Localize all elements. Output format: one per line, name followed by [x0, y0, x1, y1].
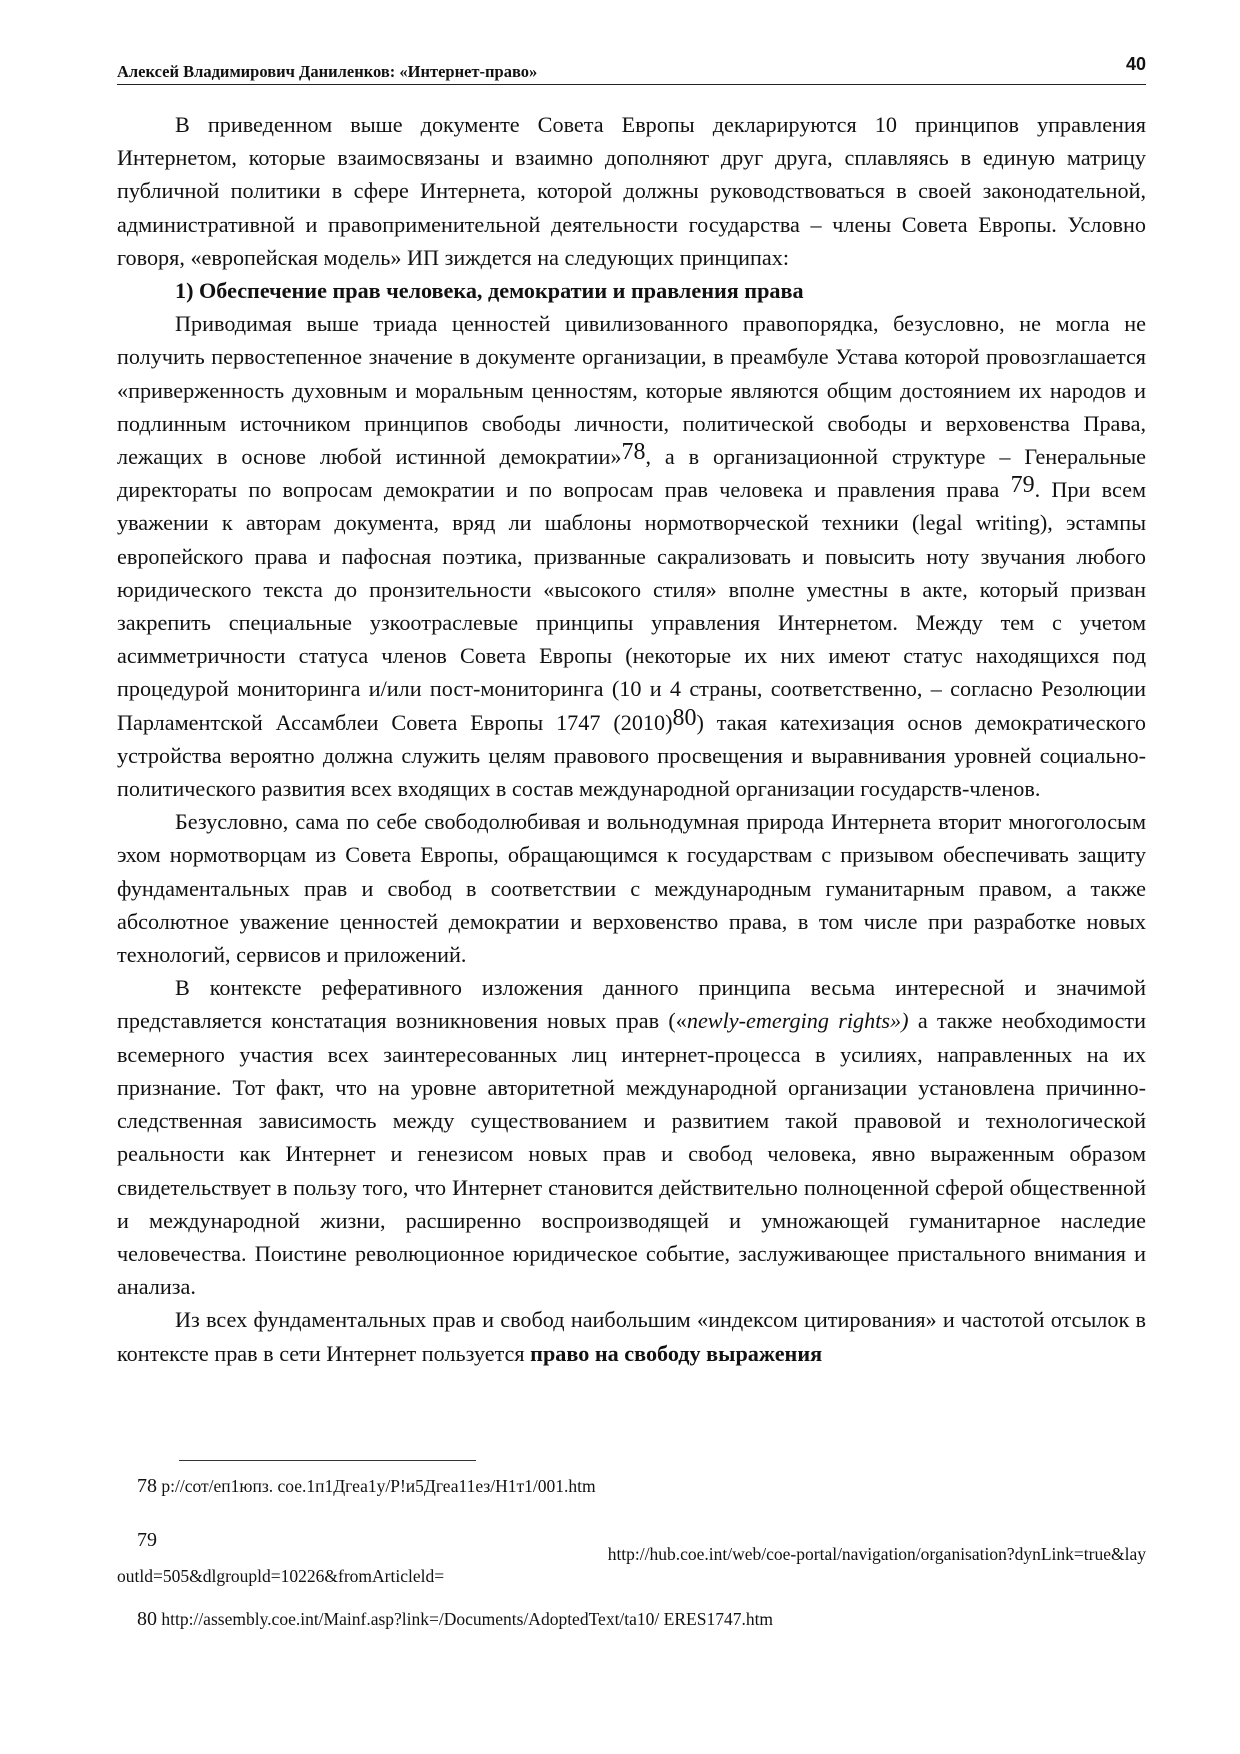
paragraph-4 — [117, 971, 1146, 1303]
footnote-link[interactable]: р://сот/еп1юпз. сое.1п1Дгеа1у/Р!и5Дгеа11ез/Н1т1/001.htm — [161, 1476, 596, 1496]
paragraph-2-text-b: , а в организационной структуре – Генеральные директораты по вопросам демократии и по вопросам прав человека и правления права — [117, 444, 1146, 503]
footnote-mark: 78 — [137, 1475, 157, 1497]
footnote-link-continued[interactable]: outld=505&dlgroupld=10226&fromArticleld= — [117, 1566, 445, 1586]
footnote-ref-80[interactable]: 80 — [672, 704, 697, 731]
paragraph-2-text-d: ) такая катехизация основ демократического устройства вероятно должна служить целям правового просвещения и выравнивания уровней социально-политического развития всех входящих в состав международной организации государств-членов. — [117, 709, 1146, 802]
paragraph-5-text-a: Из всех фундаментальных прав и свобод наибольшим «индексом цитирования» и частотой отсылок в контексте прав в сети Интернет пользуется — [117, 1307, 1146, 1366]
footnote-ref-78[interactable]: 78 — [621, 439, 646, 466]
body-text — [117, 108, 1146, 1370]
footnote-79 — [117, 1529, 1146, 1587]
paragraph-5 — [117, 1303, 1146, 1369]
section-heading: 1) Обеспечение прав человека, демократии и правления права — [175, 278, 804, 304]
paragraph-1: В приведенном выше документе Совета Европы декларируются 10 принципов управления Интернетом, которые взаимосвязаны и взаимно дополняют друг друга, сплавляясь в единую матрицу публичной политики в сфере Интернета, которой должны руководствоваться в своей законодательной, административной и правоприменительной деятельности государства – члены Совета Европы. Условно говоря, «европейская модель» ИП зиждется на следующих принципах: — [117, 112, 1146, 270]
paragraph-4-text-a: В контексте реферативного изложения данного принципа весьма интересной и значимой представляется констатация возникновения новых прав (« — [117, 975, 1146, 1034]
paragraph-2-text-a: Приводимая выше триада ценностей цивилизованного правопорядка, безусловно, не могла не получить первостепенное значение в документе организации, в преамбуле Устава которой провозглашается «приверженность духовным и моральным ценностям, которые являются общим достоянием их народов и подлинным источником принципов свободы личности, политической свободы и верховенства Права, лежащих в основе любой истинной демократии» — [117, 311, 1146, 470]
footnote-link[interactable]: http://assembly.coe.int/Mainf.asp?link=/Documents/AdoptedText/ta10/ ERES1747.htm — [161, 1609, 774, 1629]
page-number: 40 — [1125, 54, 1146, 74]
running-header — [117, 54, 1146, 85]
footnote-mark: 79 — [137, 1529, 157, 1551]
paragraph-3: Безусловно, сама по себе свободолюбивая и вольнодумная природа Интернета вторит многоголосым эхом нормотворцам из Совета Европы, обращающимся к государствам с призывом обеспечивать защиту фундаментальных прав и свобод в соответствии с международным гуманитарным правом, а также абсолютное уважение ценностей демократии и верховенство права, в том числе при разработке новых технологий, сервисов и приложений. — [117, 809, 1146, 968]
paragraph-4-text-b: а также необходимости всемерного участия всех заинтересованных лиц интернет-процесса в усилиях, направленных на их признание. Тот факт, что на уровне авторитетной международной организации установлена причинно-следственная зависимость между существованием и развитием такой правовой и технологической реальности как Интернет и генезисом новых прав и свобод человека, явно выраженным образом свидетельствует в пользу того, что Интернет становится действительно полноценной сферой общественной и международной жизни, расширенно воспроизводящей и умножающей гуманитарное наследие человечества. Поистине революционное юридическое событие, заслуживающее пристального внимания и анализа. — [117, 1008, 1146, 1300]
footnote-ref-79[interactable]: 79 — [1010, 472, 1035, 499]
paragraph-4-italic: newly-emerging rights») — [686, 1008, 909, 1034]
paragraph-5-bold: право на свободу выражения — [530, 1340, 823, 1366]
footnote-mark: 80 — [137, 1608, 157, 1630]
footnote-link[interactable]: http://hub.coe.int/web/coe-portal/navigation/organisation?dynLink=true&lay — [607, 1544, 1146, 1564]
footnote-80 — [117, 1608, 1166, 1630]
footnote-78 — [117, 1475, 1166, 1497]
paragraph-2-text-c: . При всем уважении к авторам документа, вряд ли шаблоны нормотворческой техники (legal writing), эстампы европейского права и пафосная поэтика, призванные сакрализовать и повысить ноту звучания любого юридического текста до пронзительности «высокого стиля» вполне уместны в акте, который призван закрепить специальные узкоотраслевые принципы управления Интернетом. Между тем с учетом асимметричности статуса членов Совета Европы (некоторые их них имеют статус находящихся под процедурой мониторинга и/или пост-мониторинга (10 и 4 страны, соответственно, – согласно Резолюции Парламентской Ассамблеи Совета Европы 1747 (2010) — [117, 477, 1146, 735]
header-title: Алексей Владимирович Даниленков: «Интернет-право» — [117, 62, 538, 81]
footnote-separator — [179, 1460, 476, 1461]
paragraph-2 — [117, 307, 1146, 805]
